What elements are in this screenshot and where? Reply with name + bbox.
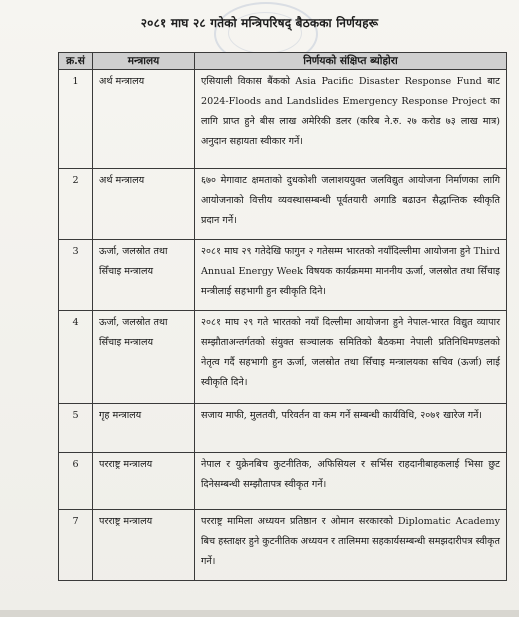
serial-number: 4	[59, 311, 93, 404]
serial-number: 3	[59, 240, 93, 311]
table-row	[59, 510, 507, 581]
decision-text: २०८१ माघ २९ गते भारतको नयाँ दिल्लीमा आयोजना हुने नेपाल-भारत विद्युत व्यापार सम्झौताअन्तर्गतको संयुक्त सञ्चालक समितिको बैठकमा नेपाली प्रतिनिधिमण्डलको नेतृत्व गर्दै सहभागी हुन ऊर्जा, जलस्रोत तथा सिँचाइ मन्त्रालयका सचिव (ऊर्जा) लाई स्वीकृति दिने।	[195, 311, 507, 404]
serial-number: 2	[59, 169, 93, 240]
header-decision: निर्णयको संक्षिप्त ब्योहोरा	[195, 53, 507, 70]
serial-number: 5	[59, 404, 93, 453]
ministry-name: गृह मन्त्रालय	[93, 404, 195, 453]
serial-number: 1	[59, 70, 93, 169]
decision-text: सजाय माफी, मुलतवी, परिवर्तन वा कम गर्ने सम्बन्धी कार्यविधि, २०७१ खारेज गर्ने।	[195, 404, 507, 453]
decision-text: २०८१ माघ २९ गतेदेखि फागुन २ गतेसम्म भारतको नयाँदिल्लीमा आयोजना हुने Third Annual Energy Week विषयक कार्यक्रममा माननीय ऊर्जा, जलस्रोत तथा सिँचाइ मन्त्रीलाई सहभागी हुन स्वीकृति दिने।	[195, 240, 507, 311]
decisions-table	[58, 52, 507, 581]
serial-number: 6	[59, 453, 93, 510]
table-row	[59, 240, 507, 311]
ministry-name: ऊर्जा, जलस्रोत तथा सिँचाइ मन्त्रालय	[93, 311, 195, 404]
table-header-row	[59, 53, 507, 70]
table-row	[59, 404, 507, 453]
ministry-name: अर्थ मन्त्रालय	[93, 169, 195, 240]
decision-text: एसियाली विकास बैंकको Asia Pacific Disaster Response Fund बाट 2024-Floods and Landslides Emergency Response Project का लागि प्राप्त हुने बीस लाख अमेरिकी डलर (करिब ने.रु. २७ करोड ७३ लाख मात्र) अनुदान सहायता स्वीकार गर्ने।	[195, 70, 507, 169]
table-row	[59, 311, 507, 404]
page-title: २०८१ माघ २८ गतेको मन्त्रिपरिषद् बैठकका निर्णयहरू	[140, 16, 379, 30]
ministry-name: ऊर्जा, जलस्रोत तथा सिँचाइ मन्त्रालय	[93, 240, 195, 311]
decision-text: ६७० मेगावाट क्षमताको दुधकोशी जलाशययुक्त जलविद्युत आयोजना निर्माणका लागि आयोजनाको वित्तीय व्यवस्थासम्बन्धी पूर्वतयारी अगाडि बढाउन सैद्धान्तिक स्वीकृति प्रदान गर्ने।	[195, 169, 507, 240]
table-row	[59, 169, 507, 240]
serial-number: 7	[59, 510, 93, 581]
ministry-name: अर्थ मन्त्रालय	[93, 70, 195, 169]
header-ministry: मन्त्रालय	[93, 53, 195, 70]
table-row	[59, 70, 507, 169]
ministry-name: परराष्ट्र मन्त्रालय	[93, 510, 195, 581]
decision-text: नेपाल र युक्रेनबिच कुटनीतिक, अफिसियल र सर्भिस राहदानीबाहकलाई भिसा छुट दिनेसम्बन्धी सम्झौतापत्र स्वीकृत गर्ने।	[195, 453, 507, 510]
ministry-name: परराष्ट्र मन्त्रालय	[93, 453, 195, 510]
page-bottom-edge	[0, 610, 519, 617]
decision-text: परराष्ट्र मामिला अध्ययन प्रतिष्ठान र ओमान सरकारको Diplomatic Academy बिच हस्ताक्षर हुने कुटनीतिक अध्ययन र तालिममा सहकार्यसम्बन्धी समझदारीपत्र स्वीकृत गर्ने।	[195, 510, 507, 581]
header-serial: क्र.सं	[59, 53, 93, 70]
table-row	[59, 453, 507, 510]
